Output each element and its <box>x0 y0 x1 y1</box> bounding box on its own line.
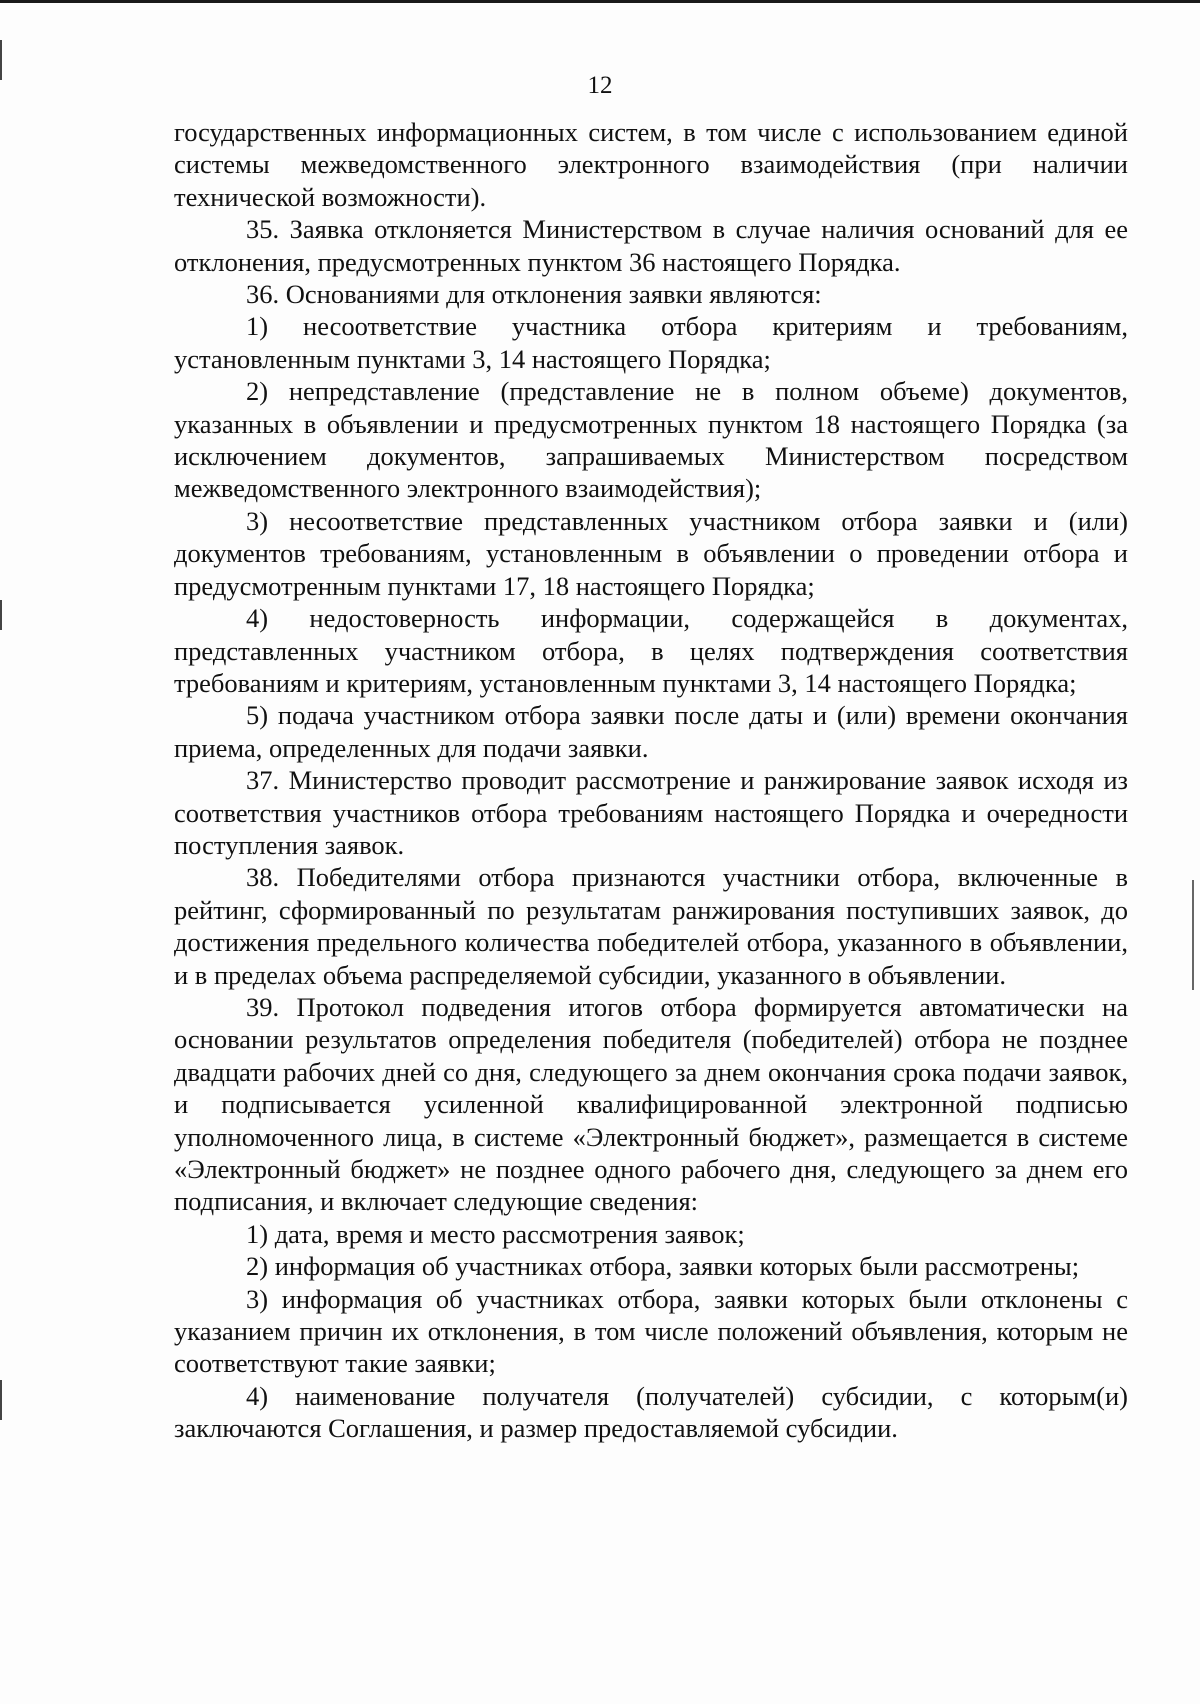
list-item: 2) информация об участниках отбора, заявки которых были рассмотрены; <box>246 1251 1080 1282</box>
paragraph: 38. Победителями отбора признаются участники отбора, включенные в рейтинг, сформированный по результатам ранжирования поступивших заявок, до достижения предельного количества победителей отбора, указанного в объявлении, и в пределах объема распределяемой субсидии, указанного в объявлении. <box>174 862 1128 990</box>
list-item: 1) несоответствие участника отбора критериям и требованиям, установленным пунктами 3, 14 настоящего Порядка; <box>174 311 1128 374</box>
list-item: 3) несоответствие представленных участником отбора заявки и (или) документов требованиям, установленным в объявлении о проведении отбора и предусмотренным пунктами 17, 18 настоящего Порядка; <box>174 505 1128 601</box>
list-item: 3) информация об участниках отбора, заявки которых были отклонены с указанием причин их отклонения, в том числе положений объявления, которым не соответствуют такие заявки; <box>174 1283 1128 1379</box>
scan-edge-mark <box>0 1380 2 1420</box>
list-item: 4) недостоверность информации, содержащейся в документах, представленных участником отбора, в целях подтверждения соответствия требованиям и критериям, установленным пунктами 3, 14 настоящего Порядка; <box>174 603 1128 698</box>
paragraph: государственных информационных систем, в том числе с использованием единой системы межведомственного электронного взаимодействия (при наличии технической возможности). <box>174 117 1128 212</box>
scan-edge-mark <box>1192 880 1194 990</box>
paragraph: 37. Министерство проводит рассмотрение и ранжирование заявок исходя из соответствия участников отбора требованиям настоящего Порядка и очередности поступления заявок. <box>174 765 1128 860</box>
scan-edge-mark <box>0 600 2 630</box>
list-item: 5) подача участником отбора заявки после даты и (или) времени окончания приема, определенных для подачи заявки. <box>174 700 1128 763</box>
scan-top-border <box>0 0 1200 3</box>
list-item: 1) дата, время и место рассмотрения заявок; <box>246 1218 745 1249</box>
paragraph: 36. Основаниями для отклонения заявки являются: <box>246 279 822 310</box>
document-body <box>174 116 1128 1445</box>
paragraph: 39. Протокол подведения итогов отбора формируется автоматически на основании результатов определения победителя (победителей) отбора не позднее двадцати рабочих дней со дня, следующего за днем окончания срока подачи заявок, и подписывается усиленной квалифицированной электронной подписью уполномоченного лица, в системе «Электронный бюджет», размещается в системе «Электронный бюджет» не позднее одного рабочего дня, следующего за днем его подписания, и включает следующие сведения: <box>174 991 1128 1217</box>
page-number: 12 <box>587 72 613 99</box>
list-item: 4) наименование получателя (получателей) субсидии, с которым(и) заключаются Соглашения, и размер предоставляемой субсидии. <box>174 1380 1128 1444</box>
list-item: 2) непредставление (представление не в полном объеме) документов, указанных в объявлении и предусмотренных пунктом 18 настоящего Порядка (за исключением документов, запрашиваемых Министерством посредством межведомственного электронного взаимодействия); <box>174 376 1128 504</box>
paragraph: 35. Заявка отклоняется Министерством в случае наличия оснований для ее отклонения, предусмотренных пунктом 36 настоящего Порядка. <box>174 214 1128 277</box>
